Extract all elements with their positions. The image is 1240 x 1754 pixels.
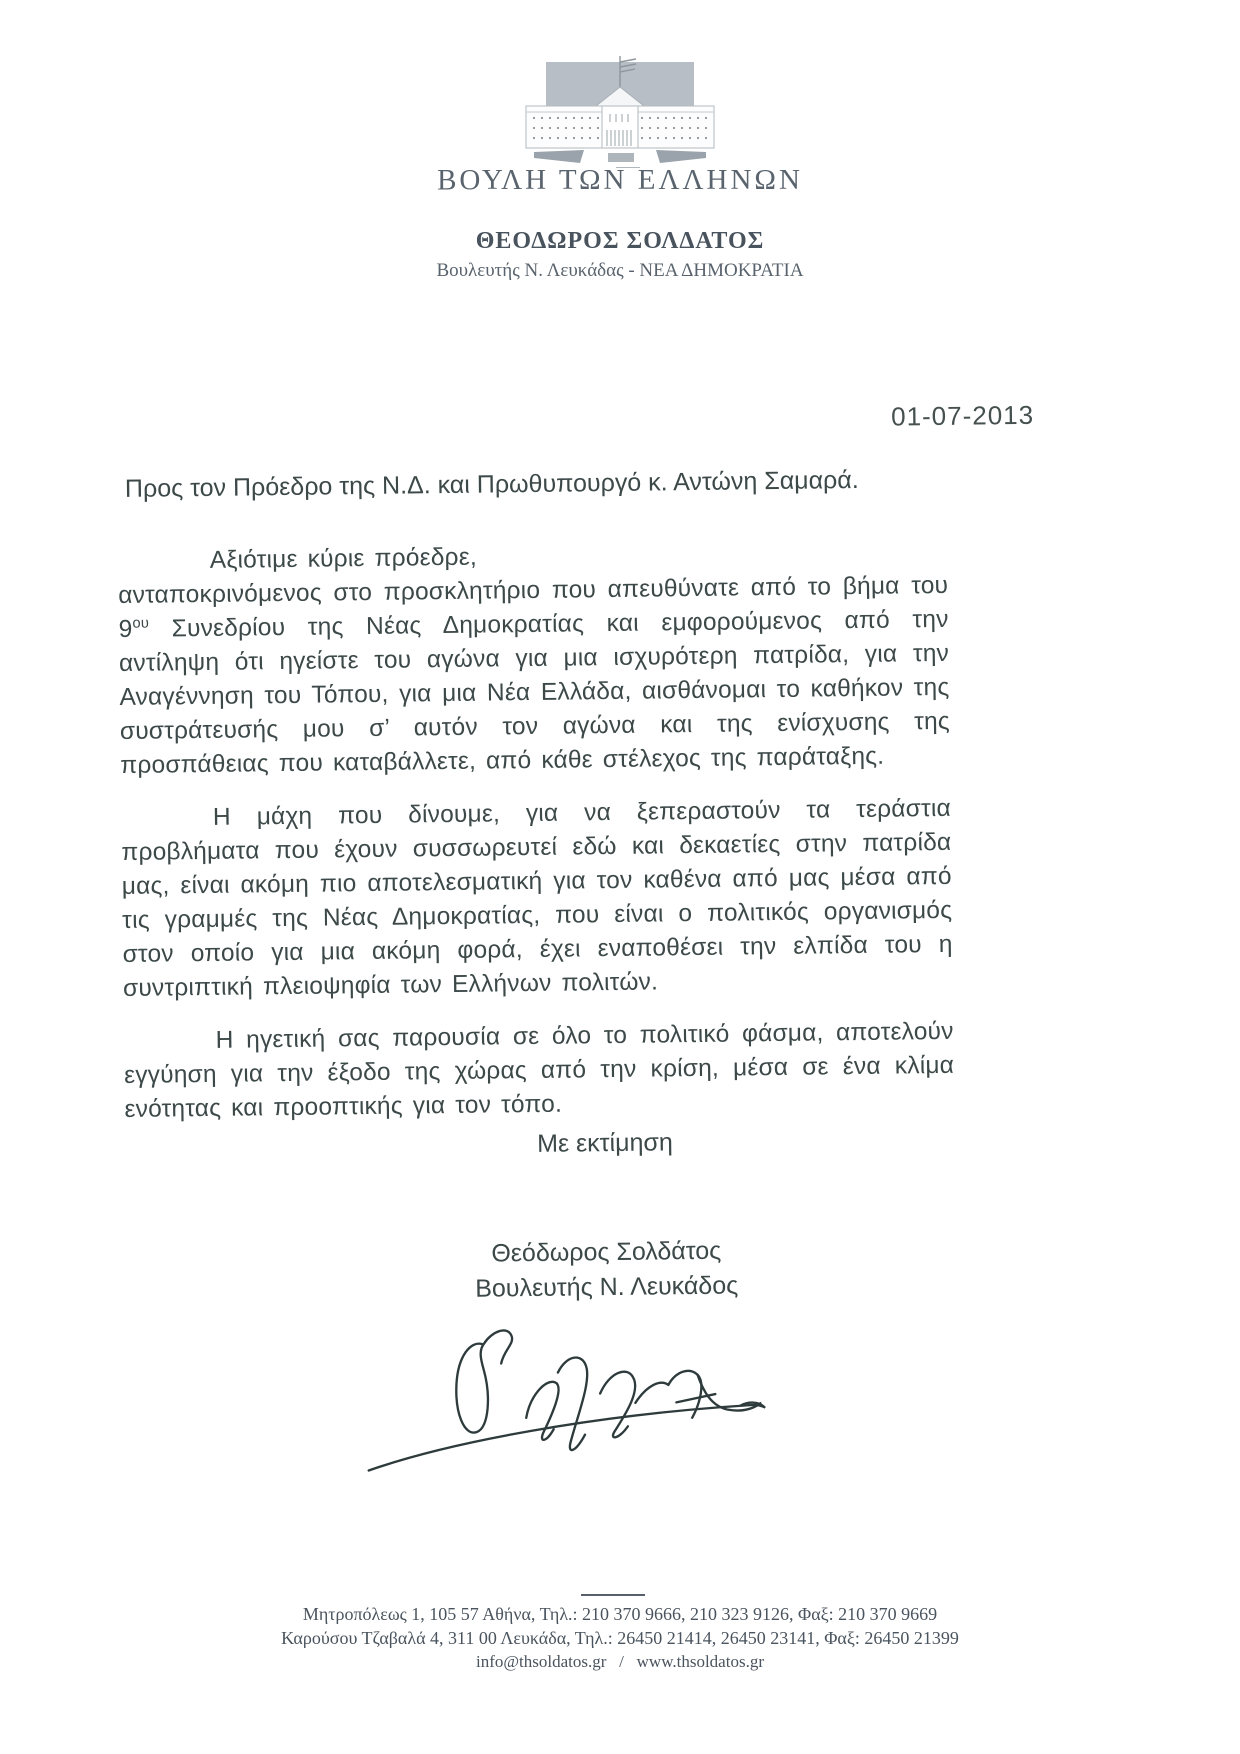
paragraph-1-text: ανταποκρινόμενος στο προσκλητήριο που απευθύνατε από το βήμα του 9 <box>118 571 949 644</box>
signer-title: Βουλευτής Ν. Λευκάδος <box>475 1271 739 1303</box>
paragraph-3: Η ηγετική σας παρουσία σε όλο το πολιτικό φάσμα, αποτελούν εγγύηση για την έξοδο της χώρας από την κρίση, μέσα σε ένα κλίμα ενότητας και προοπτικής για τον τόπο. <box>123 1017 955 1123</box>
footer-divider <box>581 1594 645 1596</box>
sender-name: ΘΕΟΔΩΡΟΣ ΣΟΛΔΑΤΟΣ <box>475 228 765 254</box>
contact-separator: / <box>619 1652 624 1671</box>
paragraph-2: Η μάχη που δίνουμε, για να ξεπεραστούν τα τεράστια προβλήματα που έχουν συσσωρευτεί εδώ και δεκαετίες στην πατρίδα μας, είναι ακόμη πιο αποτελεσματική για τον καθένα από μας μέσα από τις γραμμές της Νέας Δημοκρατίας, που είναι ο πολιτικός οργανισμός στον οποίο για μια ακόμη φορά, έχει εναποθέσει την ελπίδα του η συντριπτική πλειοψηφία των Ελλήνων πολιτών. <box>121 794 953 1002</box>
paragraph-1-continued: Συνεδρίου της Νέας Δημοκρατίας και εμφορούμενος από την αντίληψη ότι ηγείστε του αγώνα για μια ισχυρότερη πατρίδα, για την Αναγέννηση του Τόπου, για μια Νέα Ελλάδα, αισθάνομαι το καθήκον της συστράτευσής μου σ’ αυτόν τον αγώνα και της ενίσχυσης της προσπάθειας που καταβάλλετε, από κάθε στέλεχος της παράταξης. <box>118 605 951 779</box>
signature-block <box>126 1229 1087 1311</box>
sender-title: Βουλευτής Ν. Λευκάδας - ΝΕΑ ΔΗΜΟΚΡΑΤΙΑ <box>436 260 804 281</box>
handwritten-signature <box>357 1315 769 1500</box>
signer-name: Θεόδωρος Σολδάτος <box>491 1236 722 1268</box>
website-text: www.thsoldatos.gr <box>636 1652 764 1671</box>
footer-address-lefkada: Καρούσου Τζαβαλά 4, 311 00 Λευκάδα, Τηλ.: 26450 21414, 26450 23141, Φαξ: 26450 21399 <box>281 1628 959 1648</box>
letter-date: 01-07-2013 <box>890 399 1035 432</box>
ordinal-superscript: ου <box>132 615 150 632</box>
closing-phrase: Με εκτίμηση <box>536 1128 673 1158</box>
institution-title: ΒΟΥΛΗ ΤΩΝ ΕΛΛΗΝΩΝ <box>437 164 803 196</box>
recipient-line: Προς τον Πρόεδρο της Ν.Δ. και Πρωθυπουργό κ. Αντώνη Σαμαρά. <box>124 465 859 503</box>
letter-paragraphs <box>118 535 955 1127</box>
footer-address-athens: Μητροπόλεως 1, 105 57 Αθήνα, Τηλ.: 210 370 9666, 210 323 9126, Φαξ: 210 370 9669 <box>302 1604 938 1624</box>
footer-contact-line <box>0 1652 1240 1672</box>
email-text: info@thsoldatos.gr <box>476 1652 607 1671</box>
salutation: Αξιότιμε κύριε πρόεδρε, <box>209 543 478 574</box>
paragraph-1 <box>118 569 950 783</box>
